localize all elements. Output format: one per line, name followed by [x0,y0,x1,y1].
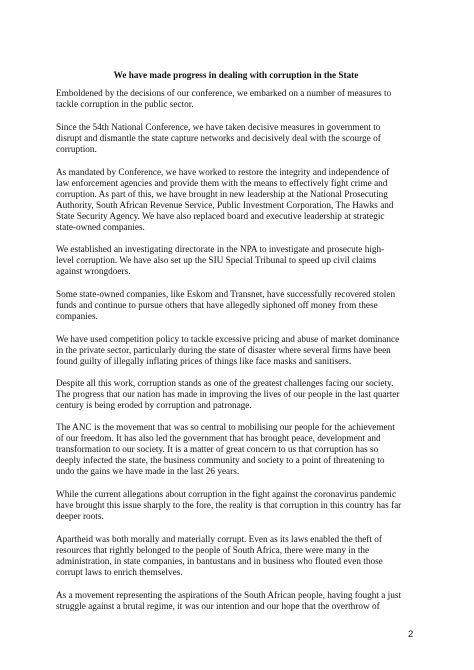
paragraph-state-owned-companies [56,290,426,323]
paragraph-line: administration, in state companies, in bantustans and in business who flouted even those [56,557,383,568]
paragraph-investigating-directorate [56,245,426,278]
paragraph-line: century is being eroded by corruption and patronage. [56,401,252,412]
paragraph-line: tackle corruption in the public sector. [56,100,194,111]
paragraph-line: disrupt and dismantle the state capture networks and decisively deal with the scourge of [56,134,381,145]
paragraph-line: Authority, South African Revenue Service, Public Investment Corporation, The Hawks and [56,201,394,212]
paragraph-line: corruption. As part of this, we have brought in new leadership at the National Prosecuting [56,190,388,201]
paragraph-law-enforcement [56,168,426,235]
paragraph-anc-movement [56,423,426,478]
paragraph-line: struggle against a brutal regime, it was our intention and our hope that the overthrow of [56,602,380,613]
paragraph-line: Apartheid was both morally and materially corrupt. Even as its laws enabled the theft of [56,535,382,545]
paragraph-line: State Security Agency. We have also replaced board and executive leadership at strategic [56,212,385,223]
paragraph-line: in the private sector, particularly during the state of disaster where several firms have been [56,346,391,357]
paragraph-competition-policy [56,335,426,368]
paragraph-movement-aspirations [56,591,426,613]
page-number: 2 [408,629,414,640]
paragraph-line: Despite all this work, corruption stands as one of the greatest challenges facing our society. [56,379,394,389]
paragraph-line: The progress that our nation has made in improving the lives of our people in the last quarter [56,390,400,401]
paragraph-line: state-owned companies. [56,223,145,234]
paragraph-line: found guilty of illegally inflating prices of things like face masks and sanitisers. [56,357,352,368]
paragraph-line: resources that rightly belonged to the people of South Africa, there were many in the [56,546,370,557]
paragraph-line: transformation to our society. It is a matter of great concern to us that corruption has so [56,445,379,456]
paragraph-line: law enforcement agencies and provide them with the means to effectively fight crime and [56,179,388,190]
paragraph-line: corrupt laws to enrich themselves. [56,568,183,579]
paragraph-line: As a movement representing the aspirations of the South African people, having fought a just [56,591,401,601]
paragraph-line: have brought this issue sharply to the fore, the reality is that corruption in this country has far [56,501,402,512]
paragraph-line: level corruption. We have also set up the SIU Special Tribunal to speed up civil claims [56,256,377,267]
paragraph-line: against wrongdoers. [56,267,131,278]
paragraph-line: Some state-owned companies, like Eskom and Transnet, have successfully recovered stolen [56,290,396,300]
paragraph-line: deeply infected the state, the business community and society to a point of threatening to [56,456,385,467]
paragraph-greatest-challenges [56,379,426,412]
paragraph-state-capture [56,123,426,156]
paragraph-coronavirus-allegations [56,490,426,523]
paragraph-line: As mandated by Conference, we have worked to restore the integrity and independence of [56,168,390,178]
paragraph-line: We have used competition policy to tackle excessive pricing and abuse of market dominance [56,335,400,345]
paragraph-line: of our freedom. It has also led the government that has brought peace, development and [56,434,381,445]
paragraph-line: The ANC is the movement that was so central to mobilising our people for the achievement [56,423,395,433]
paragraph-line: Emboldened by the decisions of our conference, we embarked on a number of measures to [56,89,392,99]
paragraph-line: funds and continue to pursue others that have allegedly siphoned off money from these [56,301,378,312]
paragraph-line: While the current allegations about corruption in the fight against the coronavirus pandemic [56,490,397,500]
paragraph-line: undo the gains we have made in the last 26 years. [56,467,240,478]
section-heading: We have made progress in dealing with corruption in the State [113,70,359,80]
paragraph-line: Since the 54th National Conference, we have taken decisive measures in government to [56,123,381,133]
paragraph-line: We established an investigating directorate in the NPA to investigate and prosecute high- [56,245,385,255]
paragraph-line: deeper roots. [56,512,104,523]
paragraph-line: corruption. [56,145,97,156]
paragraph-apartheid [56,535,426,579]
paragraph-line: companies. [56,312,98,323]
paragraph-measures-intro [56,89,426,111]
